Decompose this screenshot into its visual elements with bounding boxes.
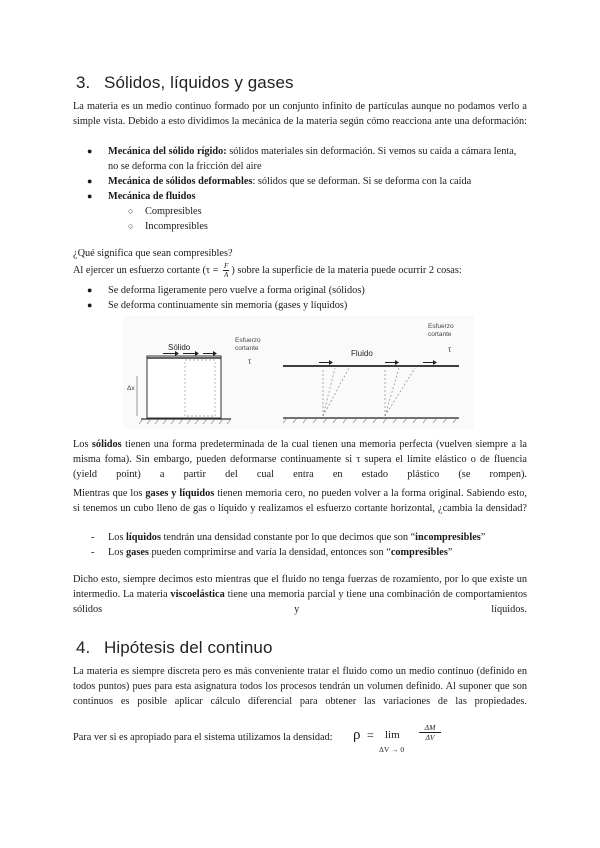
question-line: ¿Qué significa que sean compresibles? [73, 248, 233, 259]
density-line: Para ver si es apropiado para el sistema utilizamos la densidad: [73, 732, 333, 743]
text-run: tienen una forma predeterminada de la cual tienen una memoria perfecta (vuelven siempre a la misma foma). Sin embargo, pueden deformarse continuamente si τ supera el límite elástico o de fluencia (yield point) a partir del cual entra en estado plástico (se rompen). [73, 439, 527, 480]
text-run: tendrán una densidad constante por lo que decimos que son “ [160, 532, 416, 543]
text-run: tienen memoria cero, no pueden volver a la forma original. Sabiendo esto, si tenemos un cubo lleno de gas o líquido y realizamos el esfuerzo cortante horizontal, ¿cambia la densidad? [73, 488, 527, 514]
text-run: Dicho esto, siempre decimos esto mientras que el fluido no tenga fuerzas de rozamiento, por lo que existe un intermedio. La materia [73, 574, 527, 600]
stress-label: cortante [235, 345, 259, 352]
text-run: Los [108, 532, 127, 543]
shear-figure [123, 316, 474, 429]
fluid-ground-hatch [283, 418, 457, 423]
circle-bullet: ○ [128, 221, 134, 231]
case-text: Se deforma continuamente sin memoria (gases y líquidos) [108, 300, 348, 311]
equals-sign: = [367, 728, 374, 742]
fluid-label: Fluido [351, 349, 373, 358]
bold-run: viscoelástica [170, 589, 225, 600]
delta-x-label: Δx [127, 385, 135, 392]
bold-run: compresibles [390, 547, 448, 558]
stress-label: Esfuerzo [235, 337, 261, 344]
bold-run: sólidos [91, 439, 122, 450]
fraction-numerator: F [224, 262, 229, 270]
dash-bullet: - [91, 532, 95, 543]
case-text: Se deforma ligeramente pero vuelve a forma original (sólidos) [108, 285, 365, 296]
bold-run: incompresibles [415, 532, 481, 543]
bold-run: gases y líquidos [145, 488, 215, 499]
continuum-paragraph: La materia es siempre discreta pero es más conveniente tratar el fluido como un medio continuo (definido en todos puntos) pues para esta asignatura todos los procesos tendrán un volumen definido. Al suponer que son continuos es posible aplicar cálculo diferencial para obtener las variaciones de las propiedades. [73, 666, 527, 707]
bullet-item [87, 189, 528, 204]
bullet-dot: ● [87, 176, 93, 186]
fluid-deformation-lines [323, 368, 415, 416]
circle-bullet: ○ [128, 206, 134, 216]
fraction-numerator: ΔM [419, 723, 441, 733]
section-title: Sólidos, líquidos y gases [104, 73, 294, 92]
section-number: 3. [76, 73, 91, 92]
bullet-dot: ● [87, 191, 93, 201]
sub-bullet-item [128, 219, 208, 234]
stress-text-before: Al ejercer un esfuerzo cortante (τ = [73, 264, 219, 276]
sub-bullet-text: Incompresibles [145, 221, 208, 232]
text-run: Los [73, 439, 92, 450]
case-item [87, 298, 348, 313]
fraction-denominator: ΔV [425, 733, 435, 742]
stress-text-after: ) sobre la superficie de la materia puede ocurrir 2 cosas: [231, 264, 462, 276]
text-run: Los [108, 547, 127, 558]
text-run: pueden comprimirse and varía la densidad, entonces son “ [148, 547, 391, 558]
sub-bullet-item [128, 204, 202, 219]
dash-bullet: - [91, 547, 95, 558]
bullet-dot: ● [87, 146, 93, 156]
bullet-dot: ● [87, 300, 93, 310]
lim-subscript: ΔV → 0 [379, 745, 405, 754]
dash-item [91, 545, 453, 560]
fluid-shear-arrows [319, 360, 437, 365]
dash-item [91, 530, 486, 545]
section-title: Hipótesis del continuo [104, 638, 273, 657]
intro-paragraph: La materia es un medio continuo formado por un conjunto infinito de partículas aunque no podamos verlo a simple vista. Debido a esto dividimos la mecánica de la materia según cómo reacciona ante una deformación: [73, 101, 527, 127]
bullet-item [87, 174, 528, 189]
density-formula [353, 723, 453, 757]
fraction-denominator: A [224, 271, 229, 279]
section-3-heading [76, 73, 294, 93]
stress-label: cortante [428, 331, 452, 338]
tau-symbol: τ [448, 345, 452, 354]
bold-run: líquidos [126, 532, 161, 543]
stress-label: Esfuerzo [428, 323, 454, 330]
bullet-bold: Mecánica de fluidos [108, 191, 196, 202]
bullet-dot: ● [87, 285, 93, 295]
text-run: ” [480, 532, 486, 543]
fluids-paragraph [73, 486, 527, 531]
bullet-bold: Mecánica de sólidos deformables [108, 176, 253, 187]
section-number: 4. [76, 638, 91, 657]
bullet-text: sólidos materiales sin deformación. Si vemos su caída a cámara lenta, no se deforma con la fricción del aire [108, 146, 517, 172]
bullet-bold: Mecánica del sólido rígido: [108, 146, 227, 157]
stress-line [73, 262, 462, 279]
solid-ground-hatch [139, 419, 231, 424]
viscoelastic-paragraph [73, 572, 527, 632]
text-run: ” [447, 547, 453, 558]
lim-operator: lim [385, 729, 400, 741]
solid-block [147, 356, 221, 418]
case-item [87, 283, 365, 298]
bullet-item [87, 144, 528, 174]
solid-label: Sólido [168, 343, 191, 352]
bullet-text: : sólidos que se deforman. Si se deforma con la caída [252, 176, 472, 187]
text-run: tiene una memoria parcial y tiene una combinación de comportamientos sólidos y líquidos. [73, 589, 527, 615]
shear-diagram [123, 316, 474, 429]
bold-run: gases [126, 547, 149, 558]
text-run: Mientras que los [73, 488, 146, 499]
sub-bullet-text: Compresibles [145, 206, 202, 217]
rho-symbol: ρ [353, 727, 361, 743]
tau-symbol: τ [248, 357, 252, 366]
stress-fraction [223, 262, 229, 279]
section-4-heading [76, 638, 273, 658]
